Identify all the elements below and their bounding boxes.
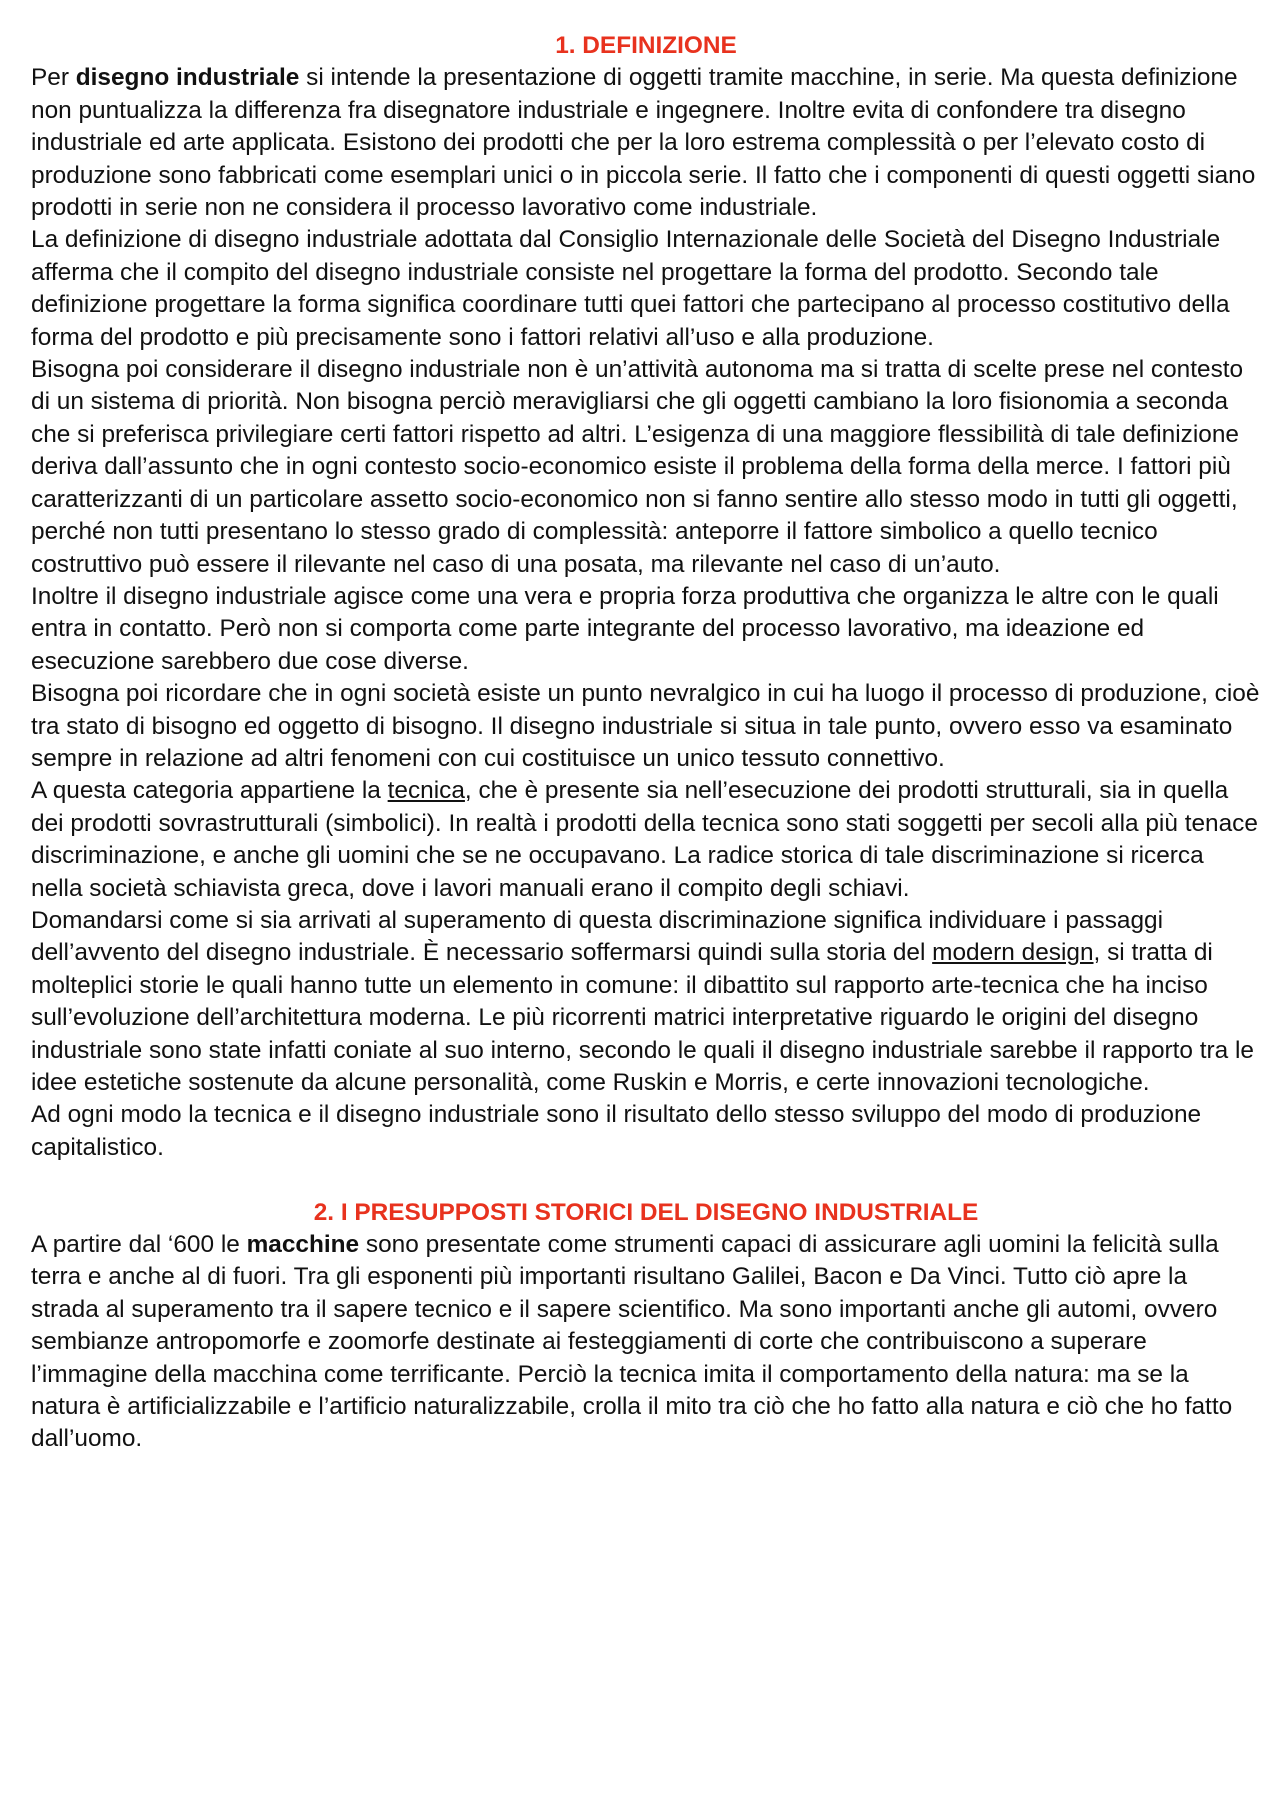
- section-1-paragraph-5: Bisogna poi ricordare che in ogni società esiste un punto nevralgico in cui ha luogo il processo di produzione, cioè tra stato di bisogno ed oggetto di bisogno. Il disegno industriale si situa in tale punto, ovvero esso va esaminato sempre in relazione ad altri fenomeni con cui costituisce un unico tessuto connettivo.: [31, 680, 1260, 772]
- section-2-title: 2. I PRESUPPOSTI STORICI DEL DISEGNO INDUSTRIALE: [313, 1198, 979, 1226]
- text-run: Domandarsi come si sia arrivati al superamento di questa discriminazione significa individuare i passaggi dell’avvento del disegno industriale. È necessario soffermarsi quindi sulla storia del: [31, 906, 1163, 967]
- text-run: A questa categoria appartiene la: [31, 777, 388, 805]
- section-2-paragraph-1: [31, 1229, 1261, 1456]
- underlined-term: modern design: [932, 939, 1094, 967]
- text-run: Per: [31, 64, 76, 92]
- bold-term: disegno industriale: [75, 64, 300, 92]
- section-1-paragraph-1: [31, 62, 1261, 224]
- section-1-paragraph-2: La definizione di disegno industriale adottata dal Consiglio Internazionale delle Società del Disegno Industriale afferma che il compito del disegno industriale consiste nel progettare la forma del prodotto. Secondo tale definizione progettare la forma significa coordinare tutti quei fattori che partecipano al processo costitutivo della forma del prodotto e più precisamente sono i fattori relativi all’uso e alla produzione.: [31, 226, 1230, 351]
- text-run: , si tratta di molteplici storie le quali hanno tutte un elemento in comune: il dibattito sul rapporto arte-tecnica che ha inciso sull’evoluzione dell’architettura moderna. Le più ricorrenti matrici interpretative riguardo le origini del disegno industriale sono state infatti coniate al suo interno, secondo le quali il disegno industriale sarebbe il rapporto tra le idee estetiche sostenute da alcune personalità, come Ruskin e Morris, e certe innovazioni tecnologiche.: [31, 939, 1254, 1096]
- section-1-paragraph-7: [31, 905, 1261, 1099]
- section-1-paragraph-3: Bisogna poi considerare il disegno industriale non è un’attività autonoma ma si tratta di scelte prese nel contesto di un sistema di priorità. Non bisogna perciò meravigliarsi che gli oggetti cambiano la loro fisionomia a seconda che si preferisca privilegiare certi fattori rispetto ad altri. L’esigenza di una maggiore flessibilità di tale definizione deriva dall’assunto che in ogni contesto socio-economico esiste il problema della forma della merce. I fattori più caratterizzanti di un particolare assetto socio-economico non si fanno sentire allo stesso modo in tutti gli oggetti, perché non tutti presentano lo stesso grado di complessità: anteporre il fattore simbolico a quello tecnico costruttivo può essere il rilevante nel caso di una posata, ma rilevante nel caso di un’auto.: [31, 356, 1244, 578]
- underlined-term: tecnica: [387, 777, 465, 805]
- section-spacer: [31, 1164, 1261, 1196]
- text-run: sono presentate come strumenti capaci di assicurare agli uomini la felicità sulla terra e anche al di fuori. Tra gli esponenti più importanti risultano Galilei, Bacon e Da Vinci. Tutto ciò apre la strada al superamento tra il sapere tecnico e il sapere scientifico. Ma sono importanti anche gli automi, ovvero sembianze antropomorfe e zoomorfe destinate ai festeggiamenti di corte che contribuiscono a superare l’immagine della macchina come terrificante. Perciò la tecnica imita il comportamento della natura: ma se la natura è artificializzabile e l’artificio naturalizzabile, crolla il mito tra ciò che ho fatto alla natura e ciò che ho fatto dall’uomo.: [31, 1231, 1233, 1453]
- section-1-title: 1. DEFINIZIONE: [555, 32, 737, 59]
- bold-term: macchine: [246, 1231, 360, 1259]
- text-run: , che è presente sia nell’esecuzione dei prodotti strutturali, sia in quella dei prodotti sovrastrutturali (simbolici). In realtà i prodotti della tecnica sono stati soggetti per secoli alla più tenace discriminazione, e anche gli uomini che se ne occupavano. La radice storica di tale discriminazione si ricerca nella società schiavista greca, dove i lavori manuali erano il compito degli schiavi.: [31, 777, 1258, 902]
- text-run: A partire dal ‘600 le: [31, 1231, 247, 1259]
- section-1-paragraph-4: Inoltre il disegno industriale agisce come una vera e propria forza produttiva che organizza le altre con le quali entra in contatto. Però non si comporta come parte integrante del processo lavorativo, ma ideazione ed esecuzione sarebbero due cose diverse.: [31, 582, 1219, 675]
- section-1-paragraph-8: Ad ogni modo la tecnica e il disegno industriale sono il risultato dello stesso sviluppo del modo di produzione capitalistico.: [31, 1101, 1202, 1161]
- text-run: si intende la presentazione di oggetti tramite macchine, in serie. Ma questa definizione non puntualizza la differenza fra disegnatore industriale e ingegnere. Inoltre evita di confondere tra disegno industriale ed arte applicata. Esistono dei prodotti che per la loro estrema complessità o per l’elevato costo di produzione sono fabbricati come esemplari unici o in piccola serie. Il fatto che i componenti di questi oggetti siano prodotti in serie non ne considera il processo lavorativo come industriale.: [31, 64, 1256, 222]
- document-page: [31, 30, 1261, 1456]
- section-1-paragraph-6: [31, 775, 1261, 905]
